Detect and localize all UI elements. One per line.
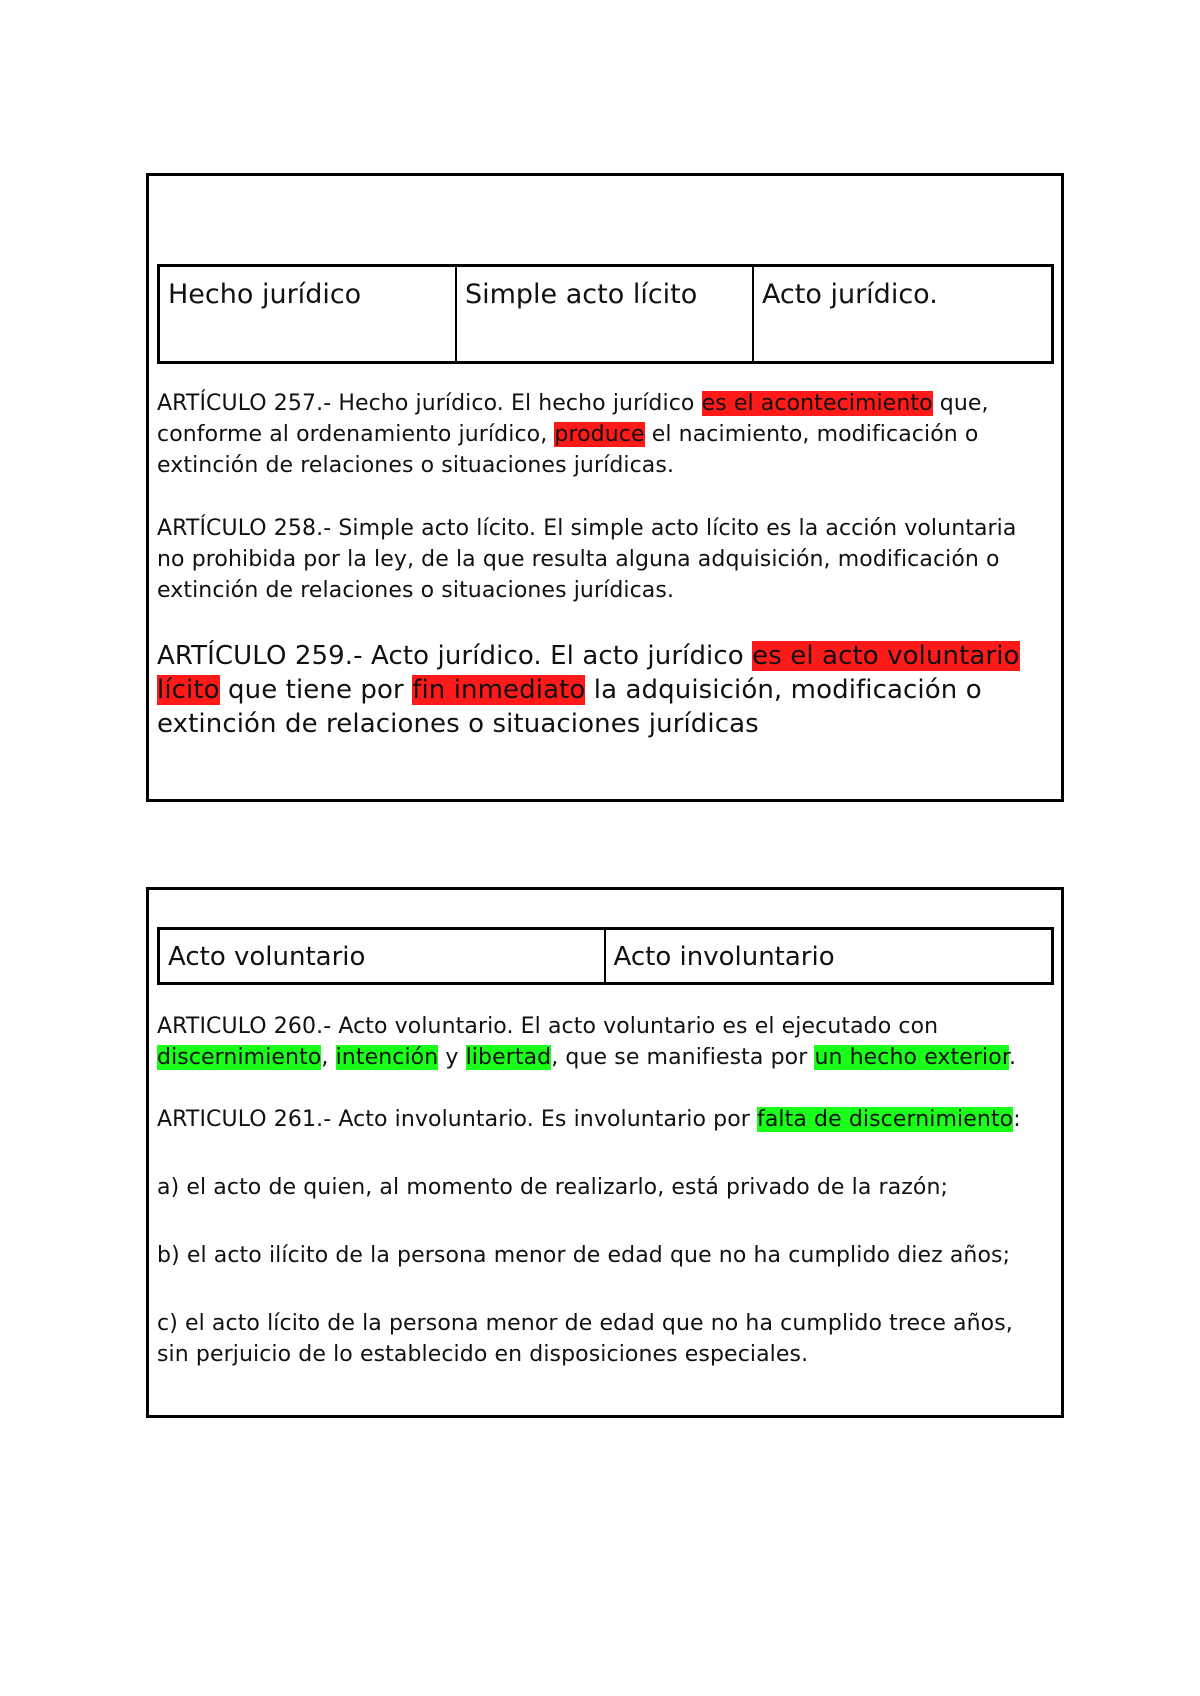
article-257: ARTÍCULO 257.- Hecho jurídico. El hecho jurídico es el acontecimiento que, conforme al ordenamiento jurídico, produce el nacimiento, modificación o extinción de relaciones o situaciones jurídicas. bbox=[157, 391, 989, 478]
highlight-green: un hecho exterior bbox=[814, 1045, 1009, 1070]
highlight-red: fin inmediato bbox=[412, 675, 586, 705]
definitions-box-1 bbox=[146, 173, 1064, 802]
highlight-green: falta de discernimiento bbox=[757, 1107, 1014, 1132]
article-259: ARTÍCULO 259.- Acto jurídico. El acto jurídico es el acto voluntario lícito que tiene por fin inmediato la adquisición, modificación o extinción de relaciones o situaciones jurídicas bbox=[157, 641, 1020, 739]
definitions-box-2 bbox=[146, 887, 1064, 1418]
highlight-green: intención bbox=[335, 1045, 439, 1070]
highlight-red: es el acto voluntario lícito bbox=[157, 641, 1020, 705]
list-item-c: c) el acto lícito de la persona menor de edad que no ha cumplido trece años, sin perjuicio de lo establecido en disposiciones especiales. bbox=[157, 1311, 1013, 1367]
article-260: ARTICULO 260.- Acto voluntario. El acto voluntario es el ejecutado con discernimiento, intención y libertad, que se manifiesta por un hecho exterior. bbox=[157, 1014, 1017, 1070]
article-258: ARTÍCULO 258.- Simple acto lícito. El simple acto lícito es la acción voluntaria no prohibida por la ley, de la que resulta alguna adquisición, modificación o extinción de relaciones o situaciones jurídicas. bbox=[157, 516, 1017, 603]
highlight-red: produce bbox=[554, 422, 645, 447]
highlight-green: discernimiento bbox=[157, 1045, 322, 1070]
list-item-a: a) el acto de quien, al momento de realizarlo, está privado de la razón; bbox=[157, 1175, 949, 1200]
header-simple-acto-licito: Simple acto lícito bbox=[457, 267, 754, 361]
highlight-green: libertad bbox=[465, 1045, 552, 1070]
header-table-1 bbox=[157, 264, 1054, 364]
header-acto-voluntario: Acto voluntario bbox=[160, 930, 606, 982]
header-acto-involuntario: Acto involuntario bbox=[613, 942, 835, 972]
header-hecho-juridico: Hecho jurídico bbox=[160, 267, 457, 361]
header-table-2 bbox=[157, 927, 1054, 985]
header-acto-juridico: Acto jurídico. bbox=[761, 279, 938, 310]
article-261: ARTICULO 261.- Acto involuntario. Es involuntario por falta de discernimiento: bbox=[157, 1107, 1021, 1132]
list-item-b: b) el acto ilícito de la persona menor de edad que no ha cumplido diez años; bbox=[157, 1243, 1011, 1268]
highlight-red: es el acontecimiento bbox=[701, 391, 933, 416]
